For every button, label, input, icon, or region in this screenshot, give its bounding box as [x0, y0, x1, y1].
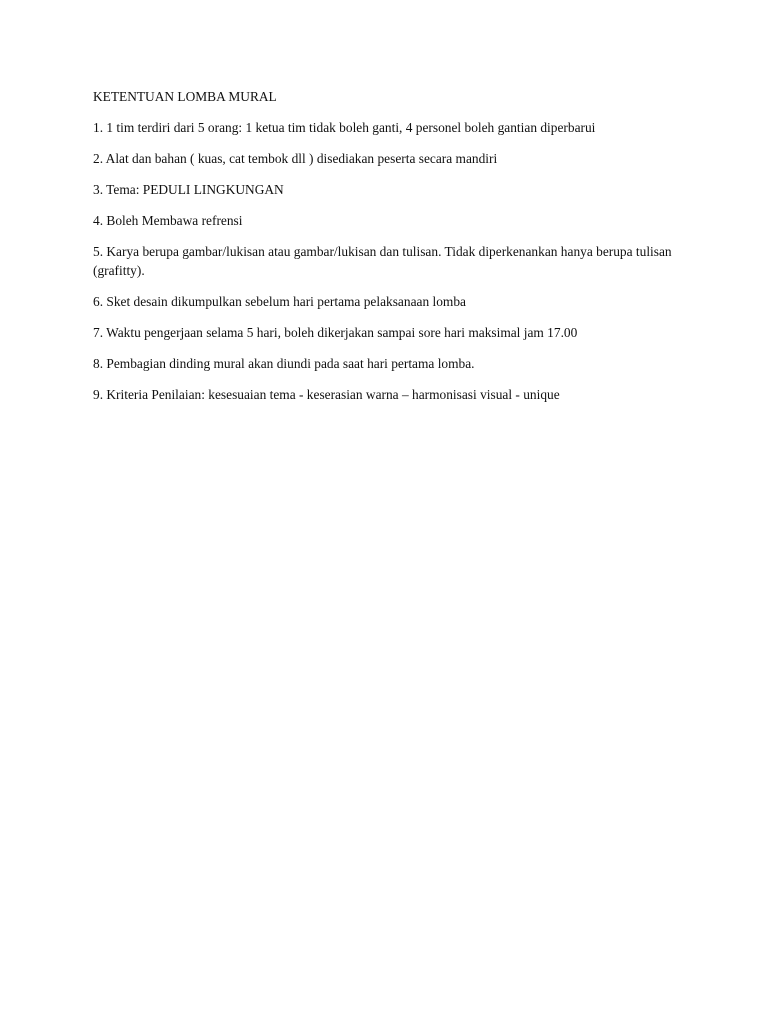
rule-item-5: 5. Karya berupa gambar/lukisan atau gambar/lukisan dan tulisan. Tidak diperkenankan hanya berupa tulisan (grafitty).	[93, 244, 672, 278]
rule-item-8: 8. Pembagian dinding mural akan diundi pada saat hari pertama lomba.	[93, 356, 475, 371]
rule-item-4: 4. Boleh Membawa refrensi	[93, 213, 243, 228]
rule-item-6: 6. Sket desain dikumpulkan sebelum hari pertama pelaksanaan lomba	[93, 294, 466, 309]
rule-item-7: 7. Waktu pengerjaan selama 5 hari, boleh dikerjakan sampai sore hari maksimal jam 17.00	[93, 325, 578, 340]
document-body	[93, 87, 683, 416]
rule-item-9: 9. Kriteria Penilaian: kesesuaian tema - keserasian warna – harmonisasi visual - unique	[93, 387, 560, 402]
document-title: KETENTUAN LOMBA MURAL	[93, 89, 277, 104]
rule-item-3: 3. Tema: PEDULI LINGKUNGAN	[93, 182, 284, 197]
rule-item-2: 2. Alat dan bahan ( kuas, cat tembok dll ) disediakan peserta secara mandiri	[93, 151, 498, 166]
rule-item-1: 1. 1 tim terdiri dari 5 orang: 1 ketua tim tidak boleh ganti, 4 personel boleh gantian diperbarui	[93, 120, 596, 135]
